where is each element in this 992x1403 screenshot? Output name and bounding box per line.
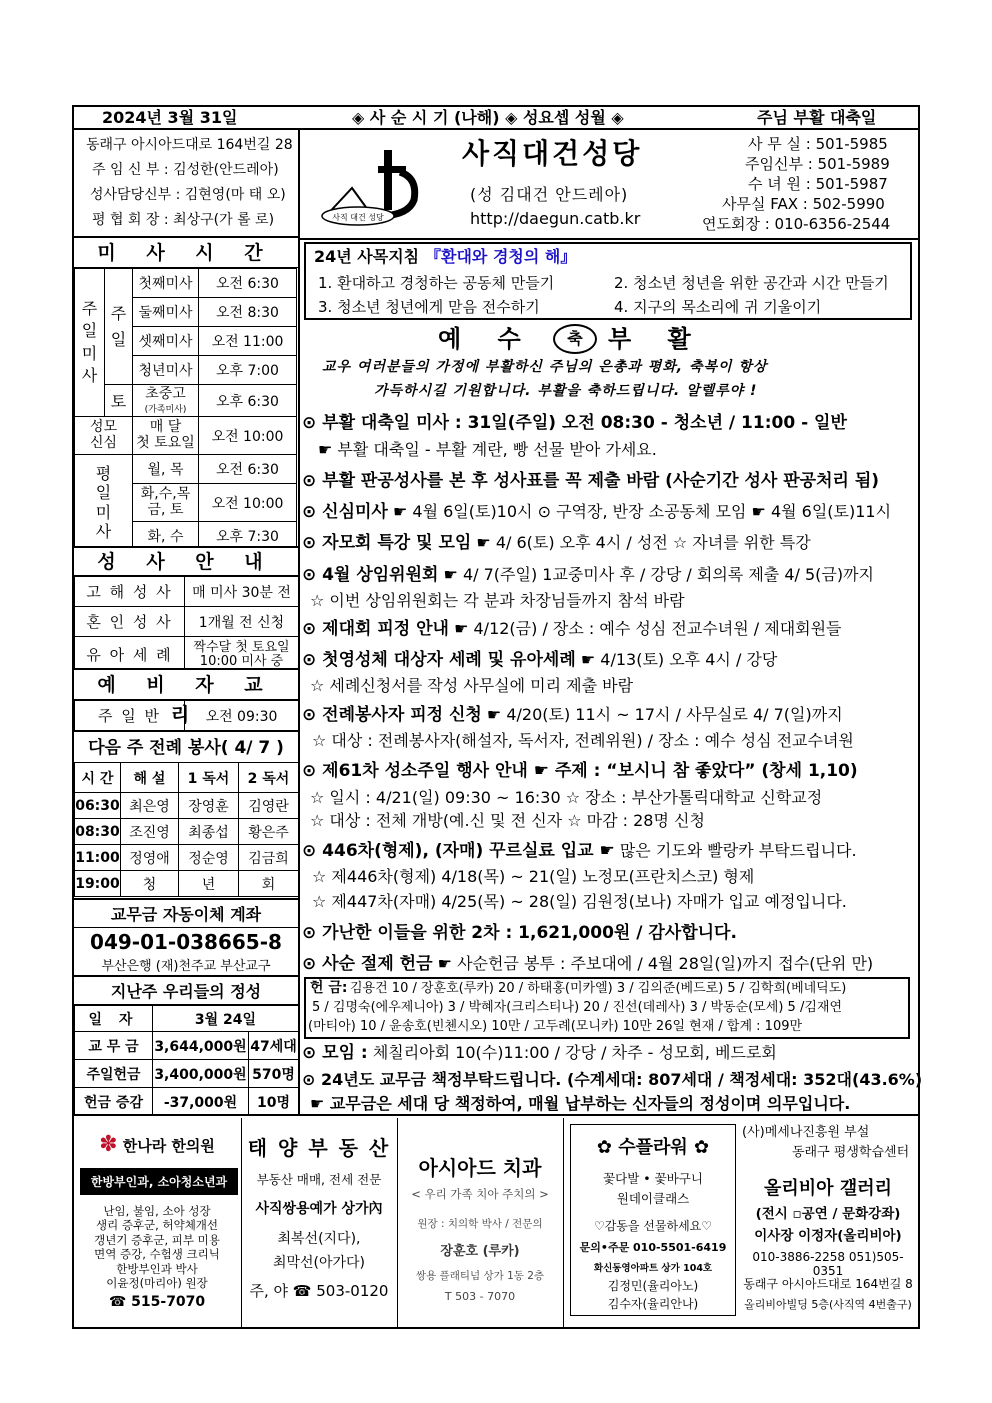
sacraments-title: 성 사 안 내 — [74, 546, 298, 576]
mass-time: 오전 6:30 — [199, 269, 297, 298]
pastoral-item: 4. 지구의 목소리에 귀 기울이기 — [614, 298, 822, 316]
notice-sub: ☆ 이번 상임위원회는 각 분과 차장님들까지 참석 바람 — [310, 591, 685, 610]
pastor: 주 임 신 부 : 김성한(안드레아) — [92, 162, 279, 178]
notice-item: ⊙ 4월 상임위원회 ☛ 4/ 7(주일) 1교중미사 후 / 강당 / 회의록 제출 4/ 5(금)까지 — [302, 565, 875, 585]
youth-group: 년 — [179, 871, 239, 897]
easter-greeting-1: 교우 여러분들의 가정에 부활하신 주님의 은총과 평화, 축복이 항상 — [322, 359, 768, 375]
service-time: 19:00 — [75, 871, 121, 897]
catechumen-title: 예 비 자 교 리 — [74, 668, 298, 700]
notice-item: ⊙ 신심미사 ☛ 4월 6일(토)10시 ⊙ 구역장, 반장 소공동체 모임 ☛ 4월 6일(토)11시 — [302, 502, 892, 522]
notice-sub: ☆ 대상 : 전례봉사자(해설자, 독서자, 전례위원) / 장소 : 예수 성심 전교수녀원 — [312, 731, 854, 750]
offering-label: 교 무 금 — [75, 1032, 153, 1060]
ad-clinic-tel: ☎ 515-7070 — [108, 1294, 206, 1310]
notice-item: ⊙ 첫영성체 대상자 세례 및 유아세례 ☛ 4/13(토) 오후 4시 / 강당 — [302, 650, 778, 670]
ad-clinic-desc: 한방부인과 박사 — [116, 1261, 198, 1276]
pastoral-theme: 『환대와 경청의 해』 — [425, 247, 577, 266]
infant-baptism-info-2: 10:00 미사 중 — [199, 653, 284, 669]
first-sat-label-1: 성모 — [89, 419, 118, 436]
service-commentator: 조진영 — [121, 819, 179, 845]
youth-group: 회 — [239, 871, 299, 897]
notice-tithe: ⊙ 24년도 교무금 책정부탁드립니다. (수계세대: 807세대 / 책정세대: 352대(43.6%) — [302, 1070, 923, 1089]
service-commentator: 정영애 — [121, 845, 179, 871]
weekday-time: 오후 7:30 — [199, 522, 297, 551]
sacraments-table — [74, 576, 299, 673]
donation-label: 헌 금: — [310, 980, 348, 996]
header-divider — [300, 238, 920, 240]
parish-website[interactable]: http://daegun.catb.kr — [470, 209, 641, 228]
offering-count: 570명 — [249, 1060, 299, 1088]
account-title: 교무금 자동이체 계좌 — [74, 898, 298, 928]
youth-group: 청 — [121, 871, 179, 897]
ad-flower-l2: 원데이클래스 — [616, 1191, 690, 1206]
liturgical-season: ◈ 사 순 시 기 (나해) ◈ 성요셉 성월 ◈ — [352, 108, 624, 127]
parish-logo — [318, 148, 428, 228]
ad-flower-l1: 꽃다발 • 꽃바구니 — [603, 1171, 703, 1186]
ad-clinic-desc: 이윤정(마리아) 원장 — [106, 1275, 208, 1290]
offering-title: 지난주 우리들의 정성 — [74, 975, 298, 1005]
ad-realestate-l1: 부동산 매매, 전세 전문 — [256, 1172, 382, 1187]
offering-count: 47세대 — [249, 1032, 299, 1060]
confession-label: 고 해 성 사 — [75, 577, 185, 607]
sunday-label: 주 일 — [105, 269, 133, 385]
mass-name: 둘째미사 — [133, 298, 199, 327]
offering-label: 헌금 증감 — [75, 1088, 153, 1116]
first-sat-label-2: 신심 — [89, 434, 118, 451]
notice-sub: ☆ 제446차(형제) 4/18(목) ~ 21(일) 노정모(프란치스코) 형제 — [312, 867, 755, 886]
catechumen-day: 주 일 반 — [75, 701, 185, 731]
ad-clinic-desc: 면역 증강, 수험생 크리닉 — [94, 1247, 220, 1262]
service-time: 06:30 — [75, 793, 121, 819]
first-sat-day-1: 매 달 — [149, 419, 182, 436]
offering-label: 주일헌금 — [75, 1060, 153, 1088]
service-reader2: 김금희 — [239, 845, 299, 871]
offering-table — [74, 1005, 299, 1116]
mass-name: 청년미사 — [133, 356, 199, 385]
notice-item: ⊙ 446차(형제), (자매) 꾸르실료 입교 ☛ 많은 기도와 빨랑카 부탁드립니다. — [302, 841, 857, 861]
parish-patron: (성 김대건 안드레아) — [470, 185, 629, 204]
ad-gallery-top2: 동래구 평생학습센터 — [792, 1145, 910, 1160]
easter-greeting-2: 가득하시길 기원합니다. 부활을 축하드립니다. 알렐루야 ! — [374, 383, 758, 399]
parish-name: 사직대건성당 — [462, 137, 643, 170]
ad-gallery-name: 올리비아 갤러리 — [764, 1178, 892, 1199]
infant-baptism-info: 짝수달 첫 토요일 — [193, 639, 290, 655]
service-reader1: 장영훈 — [179, 793, 239, 819]
ad-realestate-name: 태 양 부 동 산 — [247, 1136, 391, 1160]
notice-item: ⊙ 사순 절제 헌금 ☛ 사순헌금 봉투 : 주보대에 / 4월 28일(일)까지 접수(단위 만) — [302, 954, 874, 974]
phone-fax: 사무실 FAX : 502-5990 — [722, 195, 885, 213]
service-reader1: 최종섭 — [179, 819, 239, 845]
council-president: 평 협 회 장 : 최상구(가 롤 로) — [92, 212, 275, 228]
ad-gallery-top1: (사)메세나진흥원 부설 — [742, 1125, 870, 1140]
notice-tithe-note: ☛ 교무금은 세대 당 책정하여, 매월 납부하는 신자들의 정성이며 의무입니다. — [310, 1094, 851, 1113]
notice-meeting: ⊙ 모임 : 체칠리아회 10(수)11:00 / 강당 / 차주 - 성모회, 베드로회 — [302, 1043, 777, 1063]
weekday-mass-label: 평 일 미 사 — [75, 455, 133, 551]
account-bank: 부산은행 (재)천주교 부산교구 — [101, 959, 271, 974]
mass-name: 셋째미사 — [133, 327, 199, 356]
donation-line: 5 / 김명숙(에우제니아) 3 / 박혜자(크리스티나) 20 / 진선(데레사) 3 / 박동순(모세) 5 /김재연 — [312, 1000, 843, 1015]
infant-baptism-label: 유 아 세 례 — [75, 637, 185, 673]
weekday-time: 오전 10:00 — [199, 484, 297, 522]
notice-sub: ☆ 세례신청서를 작성 사무실에 미리 제출 바람 — [310, 676, 634, 695]
weekday-days-2: 금, 토 — [147, 501, 184, 518]
ad-flower — [570, 1124, 736, 1316]
ad-clinic-desc: 생리 증후군, 허약체개선 — [95, 1218, 219, 1233]
notice-sub: ☛ 부활 대축일 - 부활 계란, 빵 선물 받아 가세요. — [318, 440, 657, 459]
weekday-days: 월, 목 — [133, 455, 199, 484]
mass-time: 오전 8:30 — [199, 298, 297, 327]
account-number: 049-01-038665-8 — [90, 930, 282, 954]
ad-dental-l4: 쌍용 플래티넘 상가 1동 2층 — [415, 1270, 545, 1282]
ad-gallery-l1: (전시 ▫공연 / 문화강좌) — [755, 1206, 901, 1222]
mass-time: 오후 7:00 — [199, 356, 297, 385]
service-table — [74, 762, 299, 897]
ad-clinic — [74, 1118, 242, 1328]
ad-realestate-l3: 최복선(지다), — [277, 1231, 361, 1247]
lotus-icon: ✽ — [99, 1132, 118, 1157]
pastoral-label: 24년 사목지침 — [314, 247, 420, 266]
phone-funeral: 연도회장 : 010-6356-2544 — [702, 215, 891, 233]
sat-mass-name: 초중고 — [145, 385, 186, 402]
ad-dental-l2: 원장 : 치의학 박사 / 전문의 — [417, 1218, 543, 1230]
sat-mass-time: 오후 6:30 — [199, 385, 297, 417]
donation-line: 김용건 10 / 장훈호(루카) 20 / 하태홍(미카엘) 3 / 김의준(베드로) 5 / 김학희(베네딕도) — [350, 981, 847, 996]
phone-convent: 수 녀 원 : 501-5987 — [748, 175, 888, 193]
marriage-label: 혼 인 성 사 — [75, 607, 185, 637]
service-head: 시 간 — [75, 763, 121, 793]
ad-clinic-desc: 갱년기 증후군, 피부 미용 — [94, 1232, 220, 1247]
offering-head: 일 자 — [75, 1006, 153, 1032]
offering-amount: 3,400,000원 — [153, 1060, 249, 1088]
ad-flower-l5: 화신동영아파트 상가 104호 — [593, 1263, 713, 1274]
weekday-time: 오전 6:30 — [199, 455, 297, 484]
offering-date: 3월 24일 — [153, 1006, 299, 1032]
notice-sub: ☆ 제447차(자매) 4/25(목) ~ 28(일) 김원정(보나) 자매가 입교 예정입니다. — [312, 892, 847, 911]
donation-line: (마티아) 10 / 윤송호(빈첸시오) 10만 / 고두례(모니카) 10만 26일 현재 / 합계 : 109만 — [308, 1019, 803, 1034]
catechumen-row — [74, 700, 299, 731]
parish-address: 동래구 아시아드대로 164번길 28 — [86, 137, 293, 153]
first-sat-day-2: 첫 토요일 — [136, 434, 195, 451]
offering-count: 10명 — [249, 1088, 299, 1116]
ad-realestate-l4: 최막선(아가다) — [272, 1255, 366, 1271]
easter-title-left: 예 수 — [438, 325, 535, 353]
ad-clinic-sub: 한방부인과, 소아청소년과 — [80, 1168, 238, 1195]
service-reader1: 정순영 — [179, 845, 239, 871]
ad-gallery-l5: 올리비아빌딩 5층(사직역 4번출구) — [744, 1298, 912, 1311]
ad-realestate-tel: 주, 야 ☎ 503-0120 — [249, 1282, 389, 1300]
ad-dental — [398, 1118, 564, 1328]
notice-item: ⊙ 부활 판공성사를 본 후 성사표를 꼭 제출 바람 (사순기간 성사 판공처리 됨) — [302, 471, 880, 491]
confession-info: 매 미사 30분 전 — [185, 577, 299, 607]
ad-flower-name: ✿ 수플라워 ✿ — [596, 1137, 710, 1158]
logo-text: 사직 대건 성당 — [332, 213, 384, 222]
ad-flower-l4: 문의•주문 010-5501-6419 — [579, 1241, 727, 1254]
ad-clinic-desc: 난임, 불임, 소아 성장 — [103, 1204, 211, 1218]
ad-realestate — [242, 1118, 398, 1328]
mass-times-table — [74, 268, 297, 551]
notice-item: ⊙ 제대회 피정 안내 ☛ 4/12(금) / 장소 : 예수 성심 전교수녀원 / 제대회원들 — [302, 619, 842, 639]
ads-divider — [72, 1114, 920, 1116]
notice-sub: ☆ 일시 : 4/21(일) 09:30 ~ 16:30 ☆ 장소 : 부산가톨릭대학교 신학교정 — [310, 788, 823, 807]
weekday-days: 화,수,목 — [140, 486, 191, 503]
pastoral-item: 3. 청소년 청년에게 맏음 전수하기 — [318, 298, 540, 316]
ad-flower-l3: ♡감동을 선물하세요♡ — [593, 1219, 713, 1233]
service-commentator: 최은영 — [121, 793, 179, 819]
notice-item: ⊙ 부활 대축일 미사 : 31일(주일) 오전 08:30 - 청소년 / 11:00 - 일반 — [302, 413, 847, 433]
notice-item: ⊙ 자모회 특강 및 모임 ☛ 4/ 6(토) 오후 4시 / 성전 ☆ 자녀를 위한 특강 — [302, 533, 811, 553]
feast-day: 주님 부활 대축일 — [757, 108, 877, 127]
phone-pastor: 주임신부 : 501-5989 — [745, 155, 890, 173]
ad-dental-tel: T 503 - 7070 — [444, 1290, 516, 1303]
notice-item: ⊙ 가난한 이들을 위한 2차 : 1,621,000원 / 감사합니다. — [302, 923, 737, 943]
service-reader2: 황은주 — [239, 819, 299, 845]
ad-clinic-name: 한나라 한의원 — [122, 1137, 215, 1155]
pastoral-item: 2. 청소년 청년을 위한 공간과 시간 만들기 — [614, 274, 889, 292]
notice-item: ⊙ 전례봉사자 피정 신청 ☛ 4/20(토) 11시 ~ 17시 / 사무실로 4/ 7(일)까지 — [302, 705, 843, 725]
sunday-mass-label: 주 일 미 사 — [75, 269, 105, 417]
service-head: 1 독서 — [179, 763, 239, 793]
weekday-days: 화, 수 — [133, 522, 199, 551]
catechumen-time: 오전 09:30 — [185, 701, 299, 731]
associate-priest: 성사담당신부 : 김현영(마 태 오) — [90, 187, 286, 203]
easter-title-right: 부 활 — [608, 325, 705, 353]
offering-amount: -37,000원 — [153, 1088, 249, 1116]
service-reader2: 김영란 — [239, 793, 299, 819]
ad-flower-l6: 김정민(율리아노) — [607, 1279, 699, 1293]
notice-item: ⊙ 제61차 성소주일 행사 안내 ☛ 주제 : “보시니 참 좋았다” (창세 1,10) — [302, 761, 858, 781]
pastoral-item: 1. 환대하고 경청하는 공동체 만들기 — [318, 274, 555, 292]
mass-time: 오전 11:00 — [199, 327, 297, 356]
service-title: 다음 주 전례 봉사( 4/ 7 ) — [74, 730, 298, 762]
ad-gallery-l2: 이사장 이정자(올리비아) — [754, 1228, 902, 1244]
ad-dental-l3: 장훈호 (루카) — [440, 1244, 520, 1259]
ad-realestate-l2: 사직쌍용예가 상가內 — [255, 1201, 383, 1217]
service-head: 해 설 — [121, 763, 179, 793]
service-head: 2 독서 — [239, 763, 299, 793]
ad-flower-l7: 김수자(율리안나) — [607, 1297, 699, 1311]
ad-dental-name: 아시아드 치과 — [418, 1156, 542, 1180]
ad-gallery-l4: 동래구 아시아드대로 164번길 8 — [743, 1277, 913, 1291]
marriage-info: 1개월 전 신청 — [185, 607, 299, 637]
ad-gallery-l3: 010-3886-2258 051)505-0351 — [752, 1250, 904, 1278]
service-time: 11:00 — [75, 845, 121, 871]
ad-gallery — [740, 1118, 918, 1328]
phone-office: 사 무 실 : 501-5985 — [748, 135, 888, 153]
mass-times-title: 미 사 시 간 — [74, 240, 298, 268]
easter-emblem: 축 — [553, 324, 597, 354]
sat-mass-note: (가족미사) — [144, 404, 187, 415]
notice-sub: ☆ 대상 : 전체 개방(예.신 및 전 신자 ☆ 마감 : 28명 신청 — [310, 811, 705, 830]
service-time: 08:30 — [75, 819, 121, 845]
first-sat-time: 오전 10:00 — [199, 417, 297, 455]
ad-dental-l1: < 우리 가족 치아 주치의 > — [411, 1187, 549, 1201]
mass-name: 첫째미사 — [133, 269, 199, 298]
bulletin-date: 2024년 3월 31일 — [102, 108, 238, 127]
offering-amount: 3,644,000원 — [153, 1032, 249, 1060]
saturday-label: 토 — [105, 385, 133, 417]
